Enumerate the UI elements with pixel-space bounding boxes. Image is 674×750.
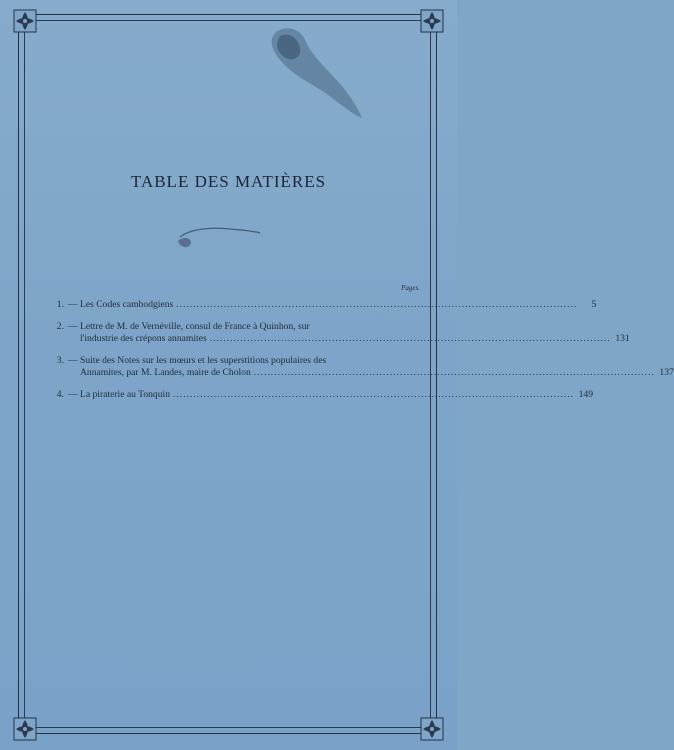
dot-leader: ...................................................................................................................... xyxy=(209,333,611,344)
entry-page: 137 xyxy=(659,367,674,378)
dot-leader: ...................................................................................................................... xyxy=(253,367,655,378)
corner-fleuron-icon xyxy=(12,716,38,742)
entry-page: 5 xyxy=(591,299,597,310)
entry-title: — Les Codes cambodgiens xyxy=(68,299,174,310)
dot-leader: ...................................................................................................................... xyxy=(176,299,578,310)
toc-entry xyxy=(44,320,630,346)
page-title: TABLE DES MATIÈRES xyxy=(130,172,327,191)
entry-number: 3. xyxy=(56,354,64,366)
toc-entry xyxy=(44,388,594,402)
entry-title: — La piraterie au Tonquin xyxy=(68,388,170,400)
entry-title: — Suite des Notes sur les mœurs et les superstitions populaires des xyxy=(68,354,327,366)
entry-number: 1. xyxy=(56,299,64,310)
toc-entry xyxy=(44,299,597,312)
entry-title-continued: Annamites, par M. Landes, maire de Cholon xyxy=(80,367,251,378)
entry-title: — Lettre de M. de Vernéville, consul de France à Quinhon, sur xyxy=(68,320,310,332)
corner-fleuron-icon xyxy=(12,8,38,34)
corner-fleuron-icon xyxy=(419,8,445,34)
ink-stain xyxy=(258,22,368,132)
entry-title-continued: l'industrie des crépons annamites xyxy=(80,333,207,344)
dot-leader: ...................................................................................................................... xyxy=(173,388,575,400)
table-of-contents xyxy=(44,299,674,410)
pages-column-header: Pages. xyxy=(401,284,420,292)
entry-number: 4. xyxy=(56,388,64,400)
entry-page: 131 xyxy=(615,333,630,344)
entry-number: 2. xyxy=(56,320,64,332)
toc-entry xyxy=(44,354,674,380)
entry-page: 149 xyxy=(578,388,594,400)
corner-fleuron-icon xyxy=(419,716,445,742)
ink-smudge xyxy=(150,215,270,255)
